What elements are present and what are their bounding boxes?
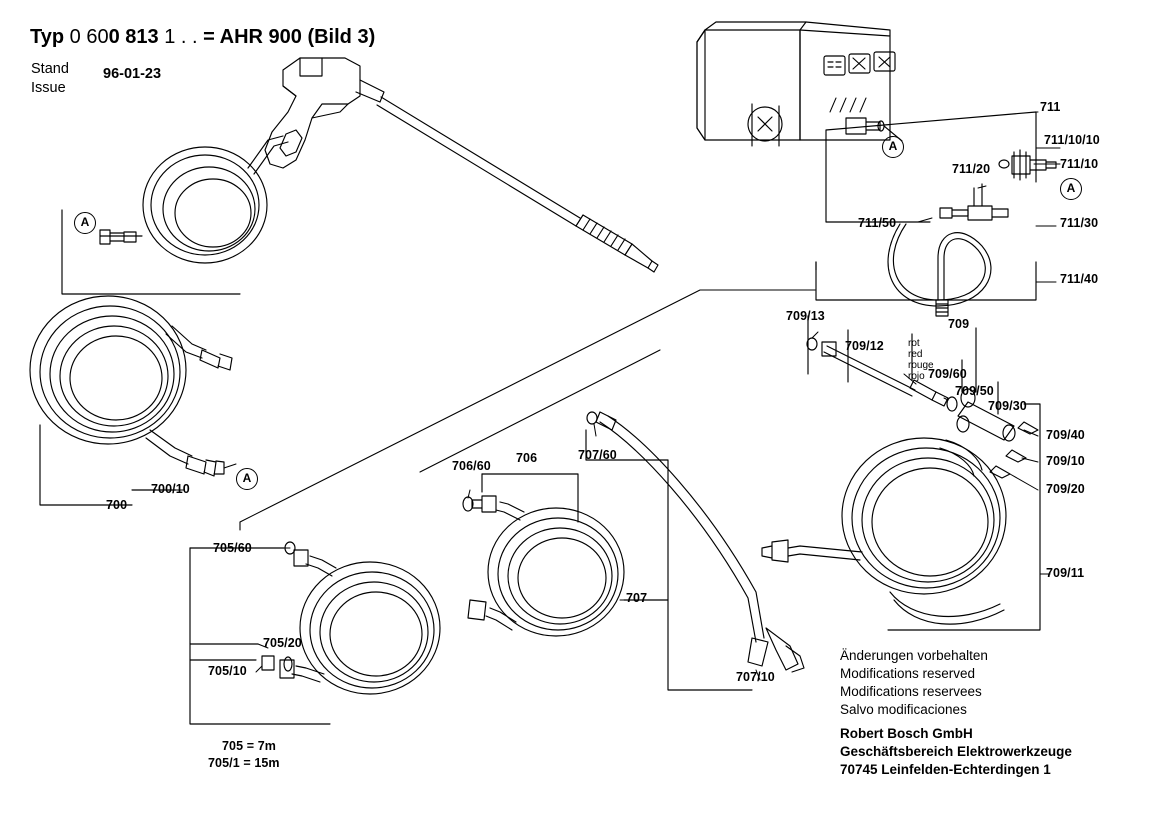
part-label-709-30: 709/30	[988, 399, 1027, 413]
part-label-700: 700	[106, 498, 128, 512]
color-note	[908, 338, 934, 382]
part-label-709-60: 709/60	[928, 367, 967, 381]
part-label-705-1-length: 705/1 = 15m	[208, 756, 280, 770]
footer-division: Geschäftsbereich Elektrowerkzeuge	[840, 743, 1072, 759]
color-note-es: rojo	[908, 371, 925, 382]
part-label-709-10: 709/10	[1046, 454, 1085, 468]
part-label-711-20: 711/20	[952, 162, 991, 176]
footer-de: Änderungen vorbehalten	[840, 648, 988, 663]
part-label-711-50: 711/50	[858, 216, 897, 230]
part-label-709-11: 709/11	[1046, 566, 1085, 580]
part-label-709-40: 709/40	[1046, 428, 1085, 442]
reference-marker-a: A	[1060, 178, 1082, 200]
layout-guide-lines	[240, 290, 815, 530]
color-note-en: red	[908, 349, 923, 360]
part-label-709-13: 709/13	[786, 309, 825, 323]
issue-label-de: Stand	[31, 61, 69, 77]
part-label-705-60: 705/60	[213, 541, 252, 555]
title-typ-prefix: Typ	[30, 26, 65, 48]
part-label-707-60: 707/60	[578, 448, 617, 462]
color-note-de: rot	[908, 338, 920, 349]
part-label-705-10: 705/10	[208, 664, 247, 678]
part-label-711-10-10: 711/10/10	[1044, 133, 1100, 147]
footer-es: Salvo modificaciones	[840, 701, 967, 717]
part-label-711-10: 711/10	[1060, 157, 1099, 171]
hose-coil-706	[463, 474, 624, 636]
issue-label-en: Issue	[31, 79, 66, 96]
part-label-707: 707	[626, 591, 648, 605]
hose-coil-709-11	[762, 404, 1040, 630]
part-label-700-10: 700/10	[151, 482, 190, 496]
part-label-706-60: 706/60	[452, 459, 491, 473]
reference-marker-a: A	[236, 468, 258, 490]
footer-notice	[840, 647, 1072, 779]
part-label-711-40: 711/40	[1060, 272, 1099, 286]
title-equals: =	[203, 26, 215, 48]
machine-body-illustration	[697, 22, 902, 146]
part-label-706: 706	[516, 451, 538, 465]
hose-coil-705	[190, 542, 440, 724]
spray-gun-assembly	[265, 58, 658, 272]
group-711	[816, 112, 1056, 316]
title-number-part1: 0 60	[69, 26, 109, 48]
part-label-711-30: 711/30	[1060, 216, 1099, 230]
footer-company: Robert Bosch GmbH	[840, 725, 973, 741]
issue-date: 96-01-23	[103, 66, 162, 82]
footer-en: Modifications reserved	[840, 665, 976, 681]
part-label-707-10: 707/10	[736, 670, 775, 684]
footer-fr: Modifications reservees	[840, 683, 982, 699]
part-label-709-12: 709/12	[845, 339, 884, 353]
footer-address: 70745 Leinfelden-Echterdingen 1	[840, 761, 1051, 777]
part-label-709: 709	[948, 317, 970, 331]
part-label-709-50: 709/50	[955, 384, 994, 398]
title-number-part2: 0 813	[108, 26, 159, 48]
main-hose-coil-700	[30, 296, 232, 476]
leader-lines	[176, 112, 1060, 680]
title-number-part3: 1 . .	[164, 26, 198, 48]
part-label-709-20: 709/20	[1046, 482, 1085, 496]
reference-marker-a: A	[882, 136, 904, 158]
title-model: AHR 900 (Bild 3)	[219, 26, 376, 48]
color-note-fr: rouge	[908, 360, 934, 371]
part-label-711: 711	[1040, 100, 1061, 114]
part-label-705-20: 705/20	[263, 636, 302, 650]
bent-lance-707	[586, 412, 804, 690]
reference-marker-a: A	[74, 212, 96, 234]
part-label-705-length: 705 = 7m	[222, 739, 276, 753]
